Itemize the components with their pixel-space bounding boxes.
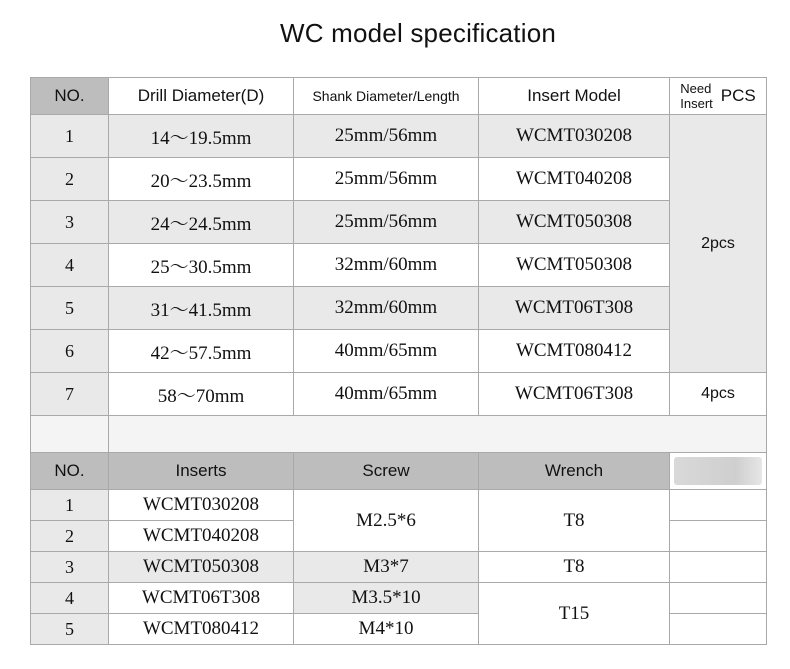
header-insert-model: Insert Model [479,78,670,115]
table-row [31,330,767,373]
shank-cell: 25mm/56mm [294,158,479,201]
spacer-cell [31,416,109,453]
page-title: WC model specification [279,18,557,48]
shank-cell: 32mm/60mm [294,287,479,330]
table-header-row [31,453,767,490]
spacer-cell [109,416,767,453]
shank-cell: 25mm/56mm [294,201,479,244]
row-no: 3 [31,552,109,583]
drill-diameter-cell: 14～19.5mm [109,115,294,158]
table-row [31,552,767,583]
row-no: 5 [31,287,109,330]
insert-model-cell: WCMT040208 [479,158,670,201]
shank-cell: 32mm/60mm [294,244,479,287]
insert-model-cell: WCMT06T308 [479,287,670,330]
table-row [31,244,767,287]
shank-cell: 25mm/56mm [294,115,479,158]
qty-cell-2pcs: 2pcs [670,115,767,373]
header-inserts: Inserts [109,453,294,490]
row-no: 3 [31,201,109,244]
header-need-insert-pcs [670,78,767,115]
row-no: 5 [31,614,109,645]
screw-cell: M4*10 [294,614,479,645]
drill-diameter-cell: 31～41.5mm [109,287,294,330]
insert-cell: WCMT080412 [109,614,294,645]
row-no: 2 [31,521,109,552]
drill-diameter-cell: 24～24.5mm [109,201,294,244]
table-row [31,373,767,416]
insert-model-cell: WCMT030208 [479,115,670,158]
table-row [31,158,767,201]
qty-cell-4pcs: 4pcs [670,373,767,416]
shank-cell: 40mm/65mm [294,373,479,416]
insert-cell: WCMT06T308 [109,583,294,614]
header-shank: Shank Diameter/Length [294,78,479,115]
table-row [31,201,767,244]
screw-cell: M2.5*6 [294,490,479,552]
row-no: 1 [31,490,109,521]
wrench-cell: T8 [479,490,670,552]
drill-diameter-cell: 20～23.5mm [109,158,294,201]
need-label: Need [680,81,712,96]
spec-table [30,77,767,645]
row-no: 1 [31,115,109,158]
blank-cell [670,521,767,552]
insert-model-cell: WCMT050308 [479,244,670,287]
screw-cell: M3*7 [294,552,479,583]
table-row [31,490,767,521]
table-header-row [31,78,767,115]
pcs-label: PCS [720,86,756,105]
table-row [31,583,767,614]
header-no: NO. [31,453,109,490]
blank-header-block [674,457,762,485]
header-no: NO. [31,78,109,115]
blank-cell [670,614,767,645]
row-no: 7 [31,373,109,416]
spacer-row [31,416,767,453]
wrench-cell: T15 [479,583,670,645]
blank-cell [670,552,767,583]
blank-cell [670,490,767,521]
row-no: 4 [31,583,109,614]
row-no: 2 [31,158,109,201]
header-drill-diameter: Drill Diameter(D) [109,78,294,115]
insert-cell: WCMT030208 [109,490,294,521]
wrench-cell: T8 [479,552,670,583]
row-no: 6 [31,330,109,373]
insert-model-cell: WCMT050308 [479,201,670,244]
shank-cell: 40mm/65mm [294,330,479,373]
insert-cell: WCMT040208 [109,521,294,552]
blank-cell [670,583,767,614]
table-row [31,287,767,330]
insert-cell: WCMT050308 [109,552,294,583]
insert-model-cell: WCMT080412 [479,330,670,373]
need-insert-label [680,81,713,111]
table-row [31,115,767,158]
header-wrench: Wrench [479,453,670,490]
drill-diameter-cell: 25～30.5mm [109,244,294,287]
header-screw: Screw [294,453,479,490]
row-no: 4 [31,244,109,287]
insert-word-label: Insert [680,96,713,111]
insert-model-cell: WCMT06T308 [479,373,670,416]
screw-cell: M3.5*10 [294,583,479,614]
header-blank [670,453,767,490]
drill-diameter-cell: 42～57.5mm [109,330,294,373]
drill-diameter-cell: 58～70mm [109,373,294,416]
